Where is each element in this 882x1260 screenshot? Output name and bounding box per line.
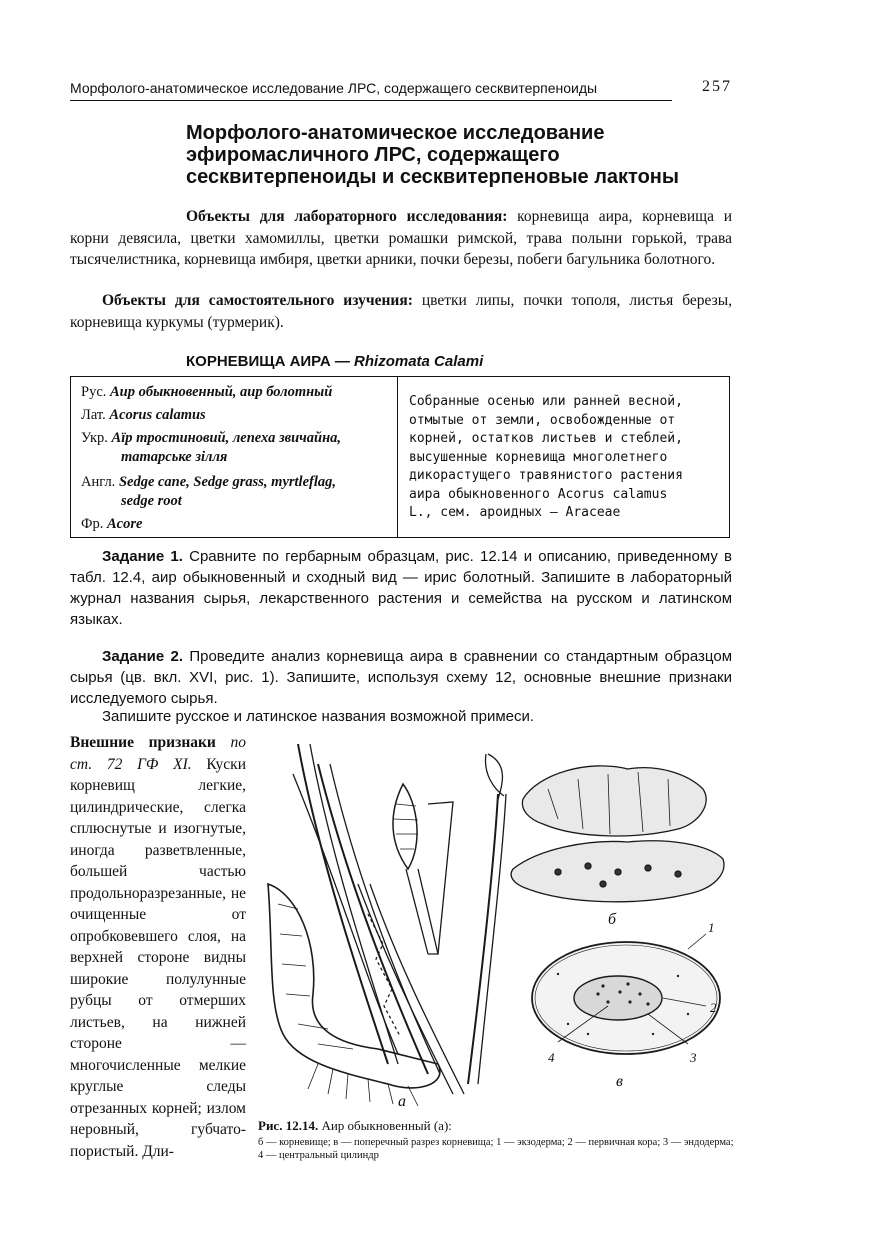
- caption-label: Рис. 12.14.: [258, 1118, 319, 1133]
- figure-label-4: 4: [548, 1050, 555, 1065]
- objects-self-label: Объекты для самостоятельного изучения:: [102, 292, 413, 309]
- description-line: аира обыкновенного Acorus calamus: [409, 486, 668, 502]
- description-line: корней, остатков листьев и стеблей,: [409, 431, 683, 446]
- plant-drawing: [268, 744, 506, 1106]
- synonym-lang: Укр.: [81, 430, 108, 446]
- synonym-name: Аир обыкновенный, аир болотный: [110, 384, 333, 400]
- synonym-lang: Лат.: [81, 407, 106, 423]
- calamus-figure: [258, 744, 736, 1116]
- task-2-label: Задание 2.: [102, 648, 184, 665]
- section-heading: [186, 353, 483, 370]
- figure-label-b: б: [608, 911, 617, 928]
- figure-label-a: а: [398, 1093, 406, 1110]
- external-features-label: Внешние признаки: [70, 734, 216, 751]
- synonym-name-cont: sedge root: [121, 493, 182, 509]
- figure-label-2: 2: [710, 1000, 717, 1015]
- rhizome-pieces: [511, 766, 724, 902]
- description-line: отмытые от земли, освобожденные от: [409, 412, 676, 428]
- objects-self-text: цветки липы, почки тополя, листья березы, корневища куркумы (турмерик).: [70, 292, 732, 331]
- external-features-ref: по ст. 72 ГФ XI.: [70, 734, 247, 773]
- synonym-row: [81, 515, 142, 534]
- table-divider: [397, 377, 398, 537]
- synonym-row: [81, 473, 336, 511]
- caption-text: Аир обыкновенный (а):: [318, 1118, 452, 1133]
- task-1-label: Задание 1.: [102, 548, 183, 565]
- task-2-text: Проведите анализ корневища аира в сравнении со стандартным образцом сырья (цв. вкл. XVI, рис. 1). Запишите, используя схему 12, основные внешние признаки исследуемого сырья.: [70, 648, 733, 707]
- task-2: [70, 646, 732, 709]
- objects-lab-text: корневища аира, корневища и корни девясила, цветки хамомиллы, цветки ромашки римской, трава полыни горькой, трава тысячелистника, корневища имбиря, цветки арники, почки березы, побеги багульника болотного.: [70, 208, 733, 268]
- page-number: 257: [702, 78, 732, 95]
- description-line: L., сем. ароидных — Araceae: [409, 505, 621, 520]
- task-1-text: Сравните по гербарным образцам, рис. 12.14 и описанию, приведенному в табл. 12.4, аир обыкновенный и сходный вид — ирис болотный. Запишите в лабораторный журнал названия сырья, лекарственного растения и семейства на русском и латинском языках.: [70, 548, 733, 628]
- running-title: Морфолого-анатомическое исследование ЛРС, содержащего сесквитерпеноиды: [70, 80, 598, 96]
- section-name-lat: Rhizomata Calami: [354, 353, 484, 370]
- synonym-lang: Фр.: [81, 516, 104, 532]
- synonym-row: [81, 406, 206, 425]
- rhizome-cross-section: [532, 934, 720, 1054]
- figure-label-v: в: [616, 1073, 623, 1090]
- figure-caption: [258, 1118, 734, 1162]
- raw-material-description: [409, 393, 721, 523]
- figure-label-3: 3: [690, 1050, 697, 1065]
- synonym-row: [81, 429, 341, 467]
- page-title: Морфолого-анатомическое исследование эфиромасличного ЛРС, содержащего сесквитерпеноиды и сесквитерпеновые лактоны: [186, 122, 679, 188]
- description-line: Собранные осенью или ранней весной,: [409, 394, 683, 409]
- section-name-ru: КОРНЕВИЩА АИРА —: [186, 353, 355, 370]
- synonym-name: Acorus calamus: [109, 407, 206, 423]
- external-features-column: [70, 732, 246, 1162]
- synonym-name-cont: татарське зілля: [121, 449, 228, 465]
- description-line: высушенные корневища многолетнего: [409, 449, 668, 465]
- caption-main: [258, 1118, 734, 1134]
- task-1: [70, 546, 732, 630]
- synonym-row: [81, 383, 332, 402]
- synonym-name: Аїр тростиновий, лепеха звичайна,: [111, 430, 342, 446]
- task-2-extra: Запишите русское и латинское названия возможной примеси.: [102, 708, 535, 725]
- external-features-text: Куски корневищ легкие, цилиндрические, слегка сплюснутые и изогнутые, иногда разветвленные, большей частью продольноразрезанные, не очищенные от опробковевшего слоя, на верхней стороне видны широкие полулунные рубцы от отмерших листьев, на нижней стороне — многочисленные мелкие круглые следы отрезанных корней; излом неровный, губчато-пористый. Дли-: [70, 755, 246, 1160]
- objects-lab-paragraph: [70, 206, 732, 271]
- running-header: [70, 78, 732, 100]
- synonym-name: Acore: [106, 516, 143, 532]
- caption-legend: б — корневище; в — поперечный разрез корневища; 1 — экзодерма; 2 — первичная кора; 3 — эндодерма; 4 — центральный цилиндр: [258, 1137, 734, 1161]
- synonym-lang: Рус.: [81, 384, 107, 400]
- synonym-name: Sedge cane, Sedge grass, myrtleflag,: [118, 474, 337, 490]
- objects-self-paragraph: [70, 290, 732, 333]
- names-table: [70, 376, 730, 538]
- synonym-lang: Англ.: [81, 474, 116, 490]
- header-rule: [70, 100, 672, 101]
- description-line: дикорастущего травянистого растения: [409, 468, 683, 483]
- objects-lab-label: Объекты для лабораторного исследования:: [186, 208, 508, 225]
- figure-label-1: 1: [708, 920, 715, 935]
